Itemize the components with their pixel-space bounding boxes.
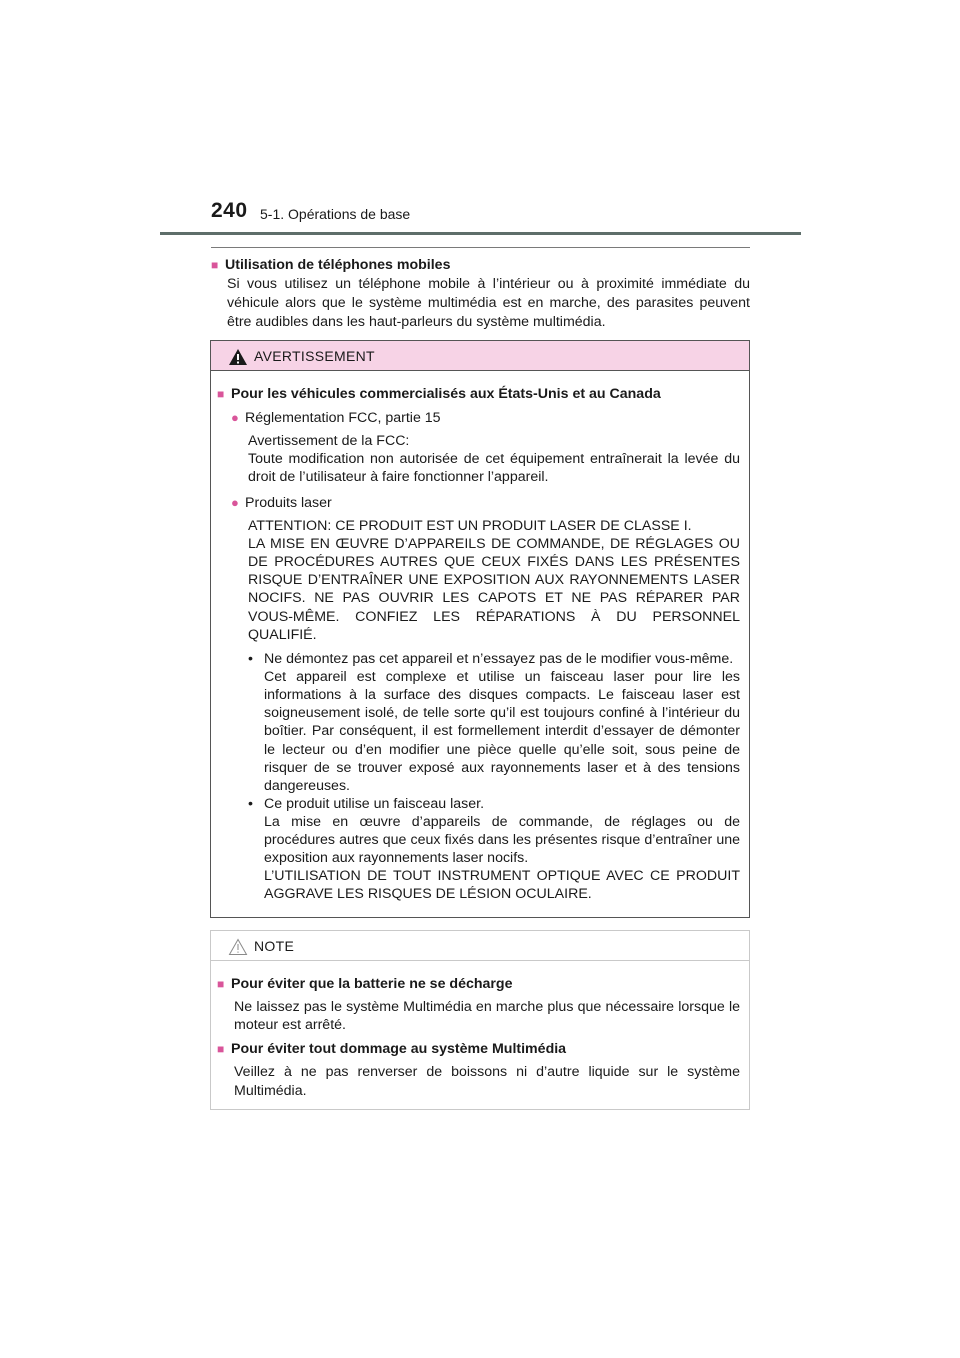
- bullet-dot-icon: •: [248, 795, 253, 812]
- note-header: [211, 931, 749, 961]
- caution-triangle-icon: [228, 938, 248, 956]
- note-box: [210, 930, 750, 1110]
- page-number: 240: [211, 199, 248, 222]
- fcc-title-line: [231, 408, 740, 428]
- intro-section: [211, 256, 750, 333]
- note-heading-1-line: [217, 975, 740, 994]
- intro-heading: Utilisation de téléphones mobiles: [225, 257, 451, 273]
- note-title: NOTE: [254, 938, 295, 954]
- warning-triangle-icon: [228, 348, 248, 366]
- intro-heading-line: [211, 256, 750, 275]
- note-text-1: Ne laissez pas le système Multimédia en marche plus que nécessaire lorsque le moteur est arrêté.: [234, 999, 740, 1034]
- intro-divider: [211, 247, 750, 248]
- bullet-dot-icon: •: [248, 651, 253, 668]
- note-body: [211, 961, 749, 1100]
- fcc-title: Réglementation FCC, partie 15: [245, 410, 441, 426]
- laser-bullet-2: • Ce produit utilise un faisceau laser. La mise en œuvre d’appareils de commande, de réglages ou de procédures autres que ceux fixés dans les présentes risque d’entraîner une exposition aux rayonnements laser nocifs. L’UTILISATION DE TOUT INSTRUMENT OPTIQUE AVEC CE PRODUIT AGGRAVE LES RISQUES DE LÉSION OCULAIRE.: [248, 795, 740, 903]
- warning-body: [211, 371, 749, 903]
- warning-box: [210, 340, 750, 918]
- laser-title-line: [231, 493, 740, 513]
- warning-heading: Pour les véhicules commercialisés aux États-Unis et au Canada: [231, 386, 661, 402]
- square-bullet-icon: ■: [211, 258, 219, 272]
- laser-bullet-1: • Ne démontez pas cet appareil et n’essayez pas de le modifier vous-même. Cet appareil est complexe et utilise un faisceau laser pour lire les informations à la surface des disques compacts. Le faisceau laser est soigneusement isolé, de telle sorte qu’il est toujours confiné à l’intérieur du boîtier. Par conséquent, il est formellement interdit d’essayer de démonter le lecteur ou d’en modifier une pièce quelle qu’elle soit, sous peine de risquer de se trouver exposé aux rayonnements laser et à des tensions dangereuses.: [248, 651, 740, 794]
- square-bullet-icon: ■: [217, 1042, 225, 1057]
- note-heading-2: Pour éviter tout dommage au système Multimédia: [231, 1041, 567, 1058]
- warning-header: [211, 341, 749, 371]
- laser-text: ATTENTION: CE PRODUIT EST UN PRODUIT LASER DE CLASSE I. LA MISE EN ŒUVRE D’APPAREILS DE COMMANDE, DE RÉGLAGES OU DE PROCÉDURES AUTRES QUE CEUX FIXÉS DANS LES PRÉSENTES RISQUE D’ENTRAÎNER UNE EXPOSITION AUX RAYONNEMENTS LASER NOCIFS. NE PAS OUVRIR LES CAPOTS ET NE PAS RÉPARER PAR VOUS-MÊME. CONFIEZ LES RÉPARATIONS À DU PERSONNEL QUALIFIÉ.: [248, 517, 740, 643]
- header-divider: [160, 232, 801, 235]
- page-header: [0, 0, 960, 240]
- fcc-text: Avertissement de la FCC: Toute modification non autorisée de cet équipement entraînerait la levée du droit de l’utilisateur à faire fonctionner l’appareil.: [248, 433, 740, 486]
- intro-text: Si vous utilisez un téléphone mobile à l’intérieur ou à proximité immédiate du véhicule alors que le système multimédia est en marche, des parasites peuvent être audibles dans les haut-parleurs du système multimédia.: [227, 276, 750, 331]
- section-title: 5-1. Opérations de base: [260, 206, 411, 222]
- circle-bullet-icon: ●: [231, 494, 239, 510]
- circle-bullet-icon: ●: [231, 410, 239, 425]
- warning-heading-line: [217, 385, 740, 404]
- note-heading-2-line: [217, 1040, 740, 1059]
- square-bullet-icon: ■: [217, 977, 225, 991]
- square-bullet-icon: ■: [217, 387, 225, 401]
- note-text-2: Veillez à ne pas renverser de boissons ni d’autre liquide sur le système Multimédia.: [234, 1064, 740, 1099]
- warning-title: AVERTISSEMENT: [254, 348, 375, 364]
- laser-title: Produits laser: [245, 494, 332, 511]
- note-heading-1: Pour éviter que la batterie ne se décharge: [231, 976, 513, 992]
